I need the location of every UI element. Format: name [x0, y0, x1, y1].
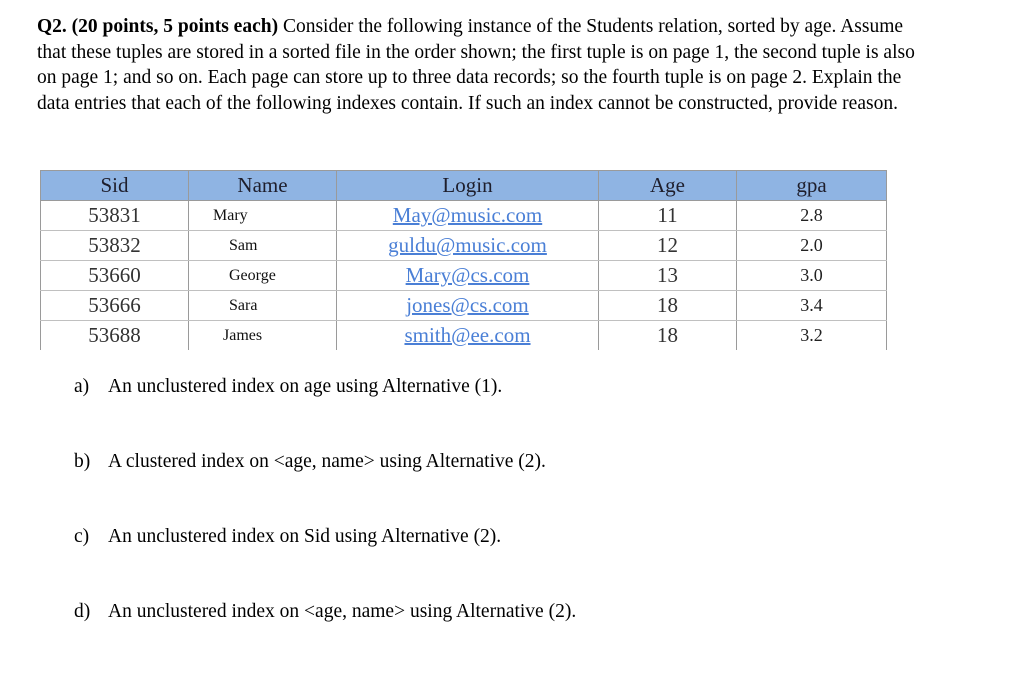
cell-name-text: Sam — [229, 236, 258, 254]
cell-gpa: 3.2 — [737, 321, 887, 351]
table-row — [41, 261, 887, 291]
cell-sid: 53660 — [41, 261, 189, 291]
cell-age: 18 — [599, 291, 737, 321]
cell-age: 13 — [599, 261, 737, 291]
column-header-login: Login — [337, 171, 599, 201]
column-header-gpa: gpa — [737, 171, 887, 201]
question-header: Q2. (20 points, 5 points each) — [37, 16, 279, 37]
part-label: a) — [74, 376, 90, 397]
cell-login: Mary@cs.com — [337, 261, 599, 291]
table-row — [41, 291, 887, 321]
table-header-row — [41, 171, 887, 201]
cell-sid: 53666 — [41, 291, 189, 321]
part-text: A clustered index on <age, name> using Alternative (2). — [108, 451, 546, 472]
cell-gpa: 3.4 — [737, 291, 887, 321]
cell-name-text: James — [223, 326, 263, 344]
part-b — [74, 449, 546, 475]
question-text — [37, 14, 917, 116]
cell-name-text: George — [229, 266, 276, 284]
students-table — [40, 170, 887, 350]
part-text: An unclustered index on Sid using Alternative (2). — [108, 526, 502, 547]
column-header-age: Age — [599, 171, 737, 201]
part-d — [74, 599, 576, 625]
cell-sid: 53688 — [41, 321, 189, 351]
cell-login: smith@ee.com — [337, 321, 599, 351]
question-body: Consider the following instance of the Students relation, sorted by age. Assume that these tuples are stored in a sorted file in the order shown; the first tuple is on page 1, the second tuple is also on page 1; and so on. Each page can store up to three data records; so the fourth tuple is on page 2. Explain the data entries that each of the following indexes contain. If such an index cannot be constructed, provide reason. — [37, 16, 915, 114]
cell-name-text: Mary — [213, 206, 248, 224]
cell-name-text: Sara — [229, 296, 258, 314]
part-label: c) — [74, 526, 90, 547]
cell-sid: 53832 — [41, 231, 189, 261]
part-label: b) — [74, 451, 91, 472]
part-text: An unclustered index on age using Alternative (1). — [108, 376, 503, 397]
cell-gpa: 3.0 — [737, 261, 887, 291]
cell-login: jones@cs.com — [337, 291, 599, 321]
cell-name — [189, 261, 337, 291]
cell-name — [189, 201, 337, 231]
column-header-sid: Sid — [41, 171, 189, 201]
cell-sid: 53831 — [41, 201, 189, 231]
cell-gpa: 2.8 — [737, 201, 887, 231]
part-c — [74, 524, 501, 550]
table-row — [41, 201, 887, 231]
column-header-name: Name — [189, 171, 337, 201]
cell-name — [189, 321, 337, 351]
cell-name — [189, 231, 337, 261]
part-a — [74, 374, 502, 400]
cell-login: May@music.com — [337, 201, 599, 231]
cell-login: guldu@music.com — [337, 231, 599, 261]
cell-age: 11 — [599, 201, 737, 231]
table-row — [41, 231, 887, 261]
cell-gpa: 2.0 — [737, 231, 887, 261]
table-row — [41, 321, 887, 351]
part-text: An unclustered index on <age, name> using Alternative (2). — [108, 601, 577, 622]
cell-age: 18 — [599, 321, 737, 351]
cell-age: 12 — [599, 231, 737, 261]
cell-name — [189, 291, 337, 321]
part-label: d) — [74, 601, 91, 622]
